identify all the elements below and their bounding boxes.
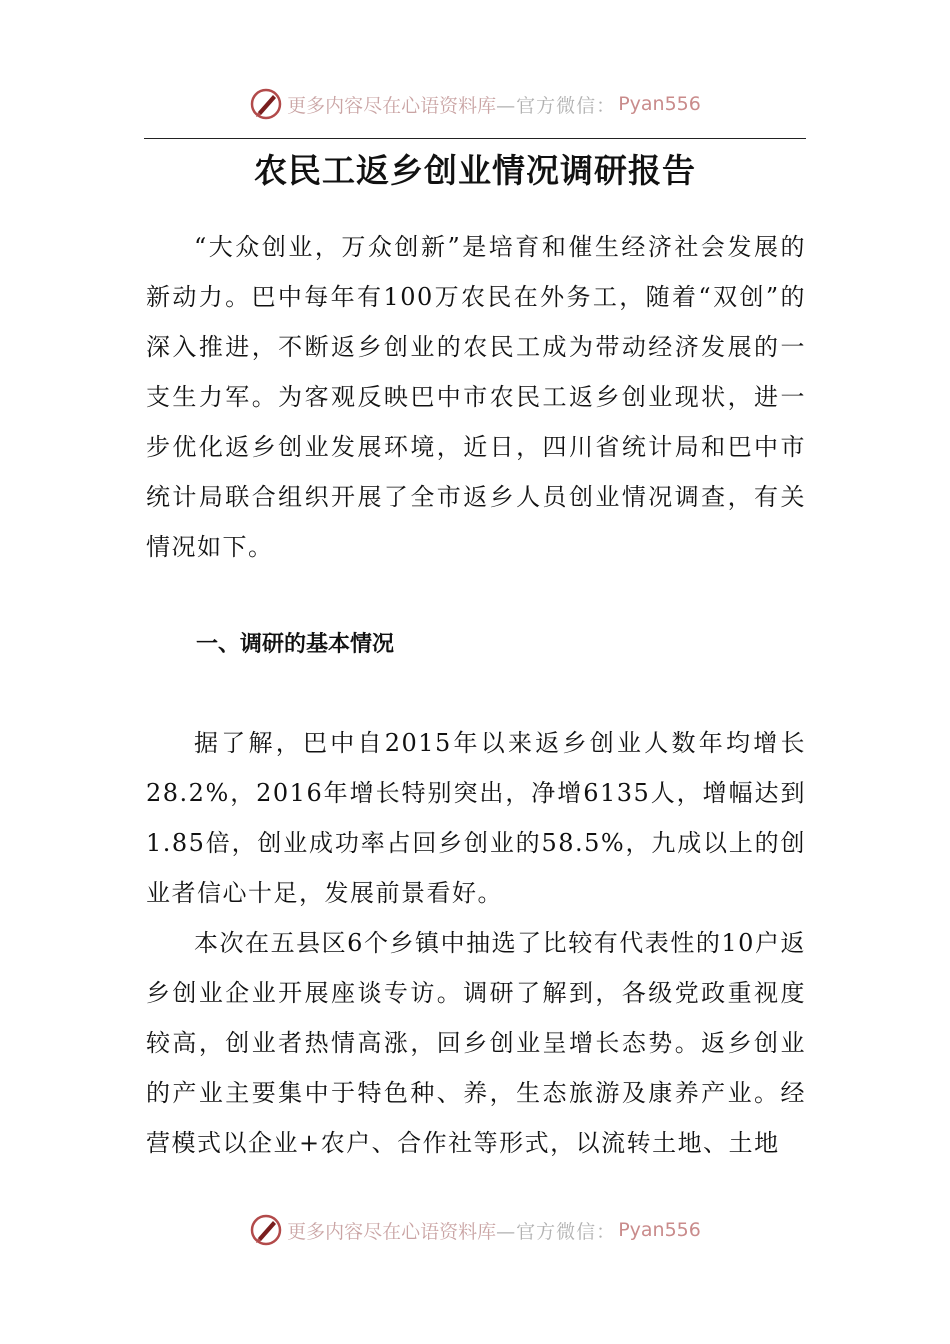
document-title: 农民工返乡创业情况调研报告 (254, 151, 696, 190)
body-paragraph: 据了解，巴中自2015年以来返乡创业人数年均增长28.2%，2016年增长特别突出，净增6135人，增幅达到1.85倍，创业成功率占回乡创业的58.5%，九成以上的创业者信心十足，发展前景看好。 (146, 729, 806, 907)
header-watermark (0, 84, 950, 124)
intro-paragraph: “大众创业，万众创新”是培育和催生经济社会发展的新动力。巴中每年有100万农民在外务工，随着“双创”的深入推进，不断返乡创业的农民工成为带动经济发展的一支生力军。为客观反映巴中市农民工返乡创业现状，进一步优化返乡创业发展环境，近日，四川省统计局和巴中市统计局联合组织开展了全市返乡人员创业情况调查，有关情况如下。 (146, 233, 806, 561)
header-divider (144, 138, 806, 139)
pen-circle-icon (249, 87, 283, 121)
watermark-text: 更多内容尽在心语资料库 (287, 94, 497, 117)
watermark-text: 更多内容尽在心语资料库 (287, 1220, 497, 1243)
body-paragraph: 本次在五县区6个乡镇中抽选了比较有代表性的10户返乡创业企业开展座谈专访。调研了解到，各级党政重视度较高，创业者热情高涨，回乡创业呈增长态势。返乡创业的产业主要集中于特色种、养，生态旅游及康养产业。经营模式以企业+农户、合作社等形式，以流转土地、土地 (146, 929, 806, 1157)
watermark-wechat-id: Pyan556 (618, 1219, 701, 1241)
watermark-wechat-label: —官方微信： (496, 1220, 617, 1243)
footer-watermark (0, 1210, 950, 1250)
pen-circle-icon (249, 1213, 283, 1247)
section-heading: 一、调研的基本情况 (196, 632, 395, 657)
watermark-wechat-label: —官方微信： (496, 94, 617, 117)
document-body (146, 222, 806, 1168)
watermark-wechat-id: Pyan556 (618, 93, 701, 115)
